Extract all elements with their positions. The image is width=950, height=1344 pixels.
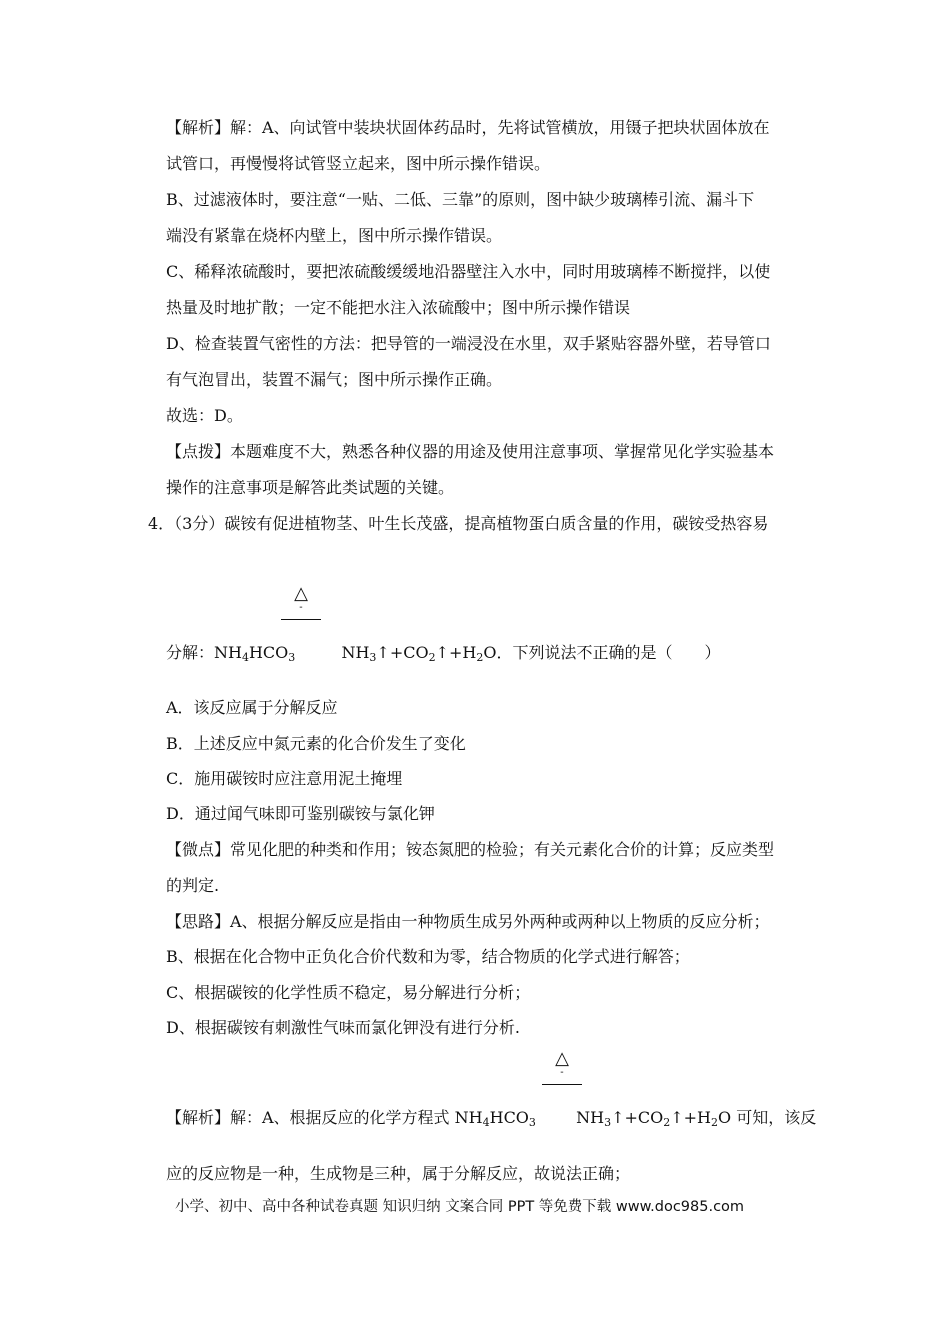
sub-2b: 2 [476, 651, 484, 664]
thinking-line-4: D、根据碳铵有刺激性气味而氯化钾没有进行分析. [166, 1018, 520, 1037]
eq-product-tail: O．下列说法不正确的是（ ） [483, 643, 721, 662]
thinking-line-1: 【思路】A、根据分解反应是指由一种物质生成另外两种或两种以上物质的反应分析； [166, 912, 770, 931]
a-sub-2: 2 [663, 1116, 671, 1129]
analysis-line-8: 有气泡冒出，装置不漏气；图中所示操作正确。 [166, 370, 503, 389]
micro-point-line-2: 的判定. [166, 876, 220, 895]
sub-4: 4 [241, 651, 249, 664]
sub-3: 3 [288, 651, 296, 664]
sub-3b: 3 [369, 651, 377, 664]
option-c: C．施用碳铵时应注意用泥土掩埋 [166, 769, 403, 788]
eq-product-nh: NH [341, 643, 370, 662]
a-sub-2b: 2 [711, 1116, 718, 1129]
analysis-eq-co: ↑+CO [611, 1108, 664, 1127]
sub-2: 2 [428, 651, 436, 664]
heat-triangle-icon: △ [294, 583, 308, 604]
a-sub-3b: 3 [604, 1116, 612, 1129]
analysis-line-9: 故选：D。 [166, 406, 243, 425]
analysis-line-1: 【解析】解：A、向试管中装块状固体药品时，先将试管横放，用镊子把块状固体放在 [166, 118, 770, 137]
condition-dash-2: - [560, 1067, 564, 1078]
analysis-eq-tail: O 可知，该反 [718, 1108, 817, 1127]
option-a: A．该反应属于分解反应 [166, 698, 338, 717]
tip-line-1: 【点拨】本题难度不大，熟悉各种仪器的用途及使用注意事项、掌握常见化学实验基本 [166, 442, 775, 461]
footer-ad-text: 小学、初中、高中各种试卷真题 知识归纳 文案合同 PPT 等免费下载 www.doc985.com [175, 1199, 745, 1215]
analysis-reaction-condition [542, 1050, 582, 1085]
analysis-last-line: 应的反应物是一种，生成物是三种，属于分解反应，故说法正确； [166, 1164, 631, 1183]
analysis-line-2: 试管口，再慢慢将试管竖立起来，图中所示操作错误。 [166, 154, 551, 173]
question-4-stem: 4．（3分）碳铵有促进植物茎、叶生长茂盛，提高植物蛋白质含量的作用，碳铵受热容易 [148, 514, 769, 533]
reaction-arrow-bar-2 [542, 1084, 582, 1085]
analysis-line-6: 热量及时地扩散；一定不能把水注入浓硫酸中；图中所示操作错误 [166, 298, 631, 317]
analysis-eq-nh: NH [576, 1108, 605, 1127]
micro-point-line-1: 【微点】常见化肥的种类和作用；铵态氮肥的检验；有关元素化合价的计算；反应类型 [166, 840, 775, 859]
eq-prefix: 分解：NH [166, 643, 242, 662]
thinking-line-3: C、根据碳铵的化学性质不稳定，易分解进行分析； [166, 983, 531, 1002]
heat-triangle-icon-2: △ [555, 1048, 569, 1069]
analysis-eq-reactant-tail: HCO [489, 1108, 529, 1127]
thinking-line-2: B、根据在化合物中正负化合价代数和为零，结合物质的化学式进行解答； [166, 947, 690, 966]
eq-reactant-tail: HCO [248, 643, 289, 662]
eq-product-h: ↑+H [435, 643, 477, 662]
question-4-equation [166, 643, 720, 663]
analysis-eq-h: ↑+H [670, 1108, 711, 1127]
reaction-arrow-bar [281, 619, 321, 620]
analysis-line-3: B、过滤液体时，要注意“一贴、二低、三靠”的原则，图中缺少玻璃棒引流、漏斗下 [166, 190, 755, 209]
eq-product-co: ↑+CO [376, 643, 429, 662]
option-b: B．上述反应中氮元素的化合价发生了变化 [166, 734, 466, 753]
a-sub-3: 3 [528, 1116, 536, 1129]
option-d: D．通过闻气味即可鉴别碳铵与氯化钾 [166, 804, 435, 823]
analysis-line-7: D、检查装置气密性的方法：把导管的一端浸没在水里，双手紧贴容器外壁，若导管口 [166, 334, 771, 353]
analysis-eq-prefix: 【解析】解：A、根据反应的化学方程式 NH [166, 1108, 483, 1127]
analysis-line-4: 端没有紧靠在烧杯内壁上，图中所示操作错误。 [166, 226, 503, 245]
a-sub-4: 4 [482, 1116, 490, 1129]
reaction-condition [281, 585, 321, 620]
analysis-line-5: C、稀释浓硫酸时，要把浓硫酸缓缓地沿器壁注入水中，同时用玻璃棒不断搅拌，以使 [166, 262, 771, 281]
analysis-equation-line [166, 1108, 816, 1128]
condition-dash: - [299, 602, 303, 613]
tip-line-2: 操作的注意事项是解答此类试题的关键。 [166, 478, 455, 497]
